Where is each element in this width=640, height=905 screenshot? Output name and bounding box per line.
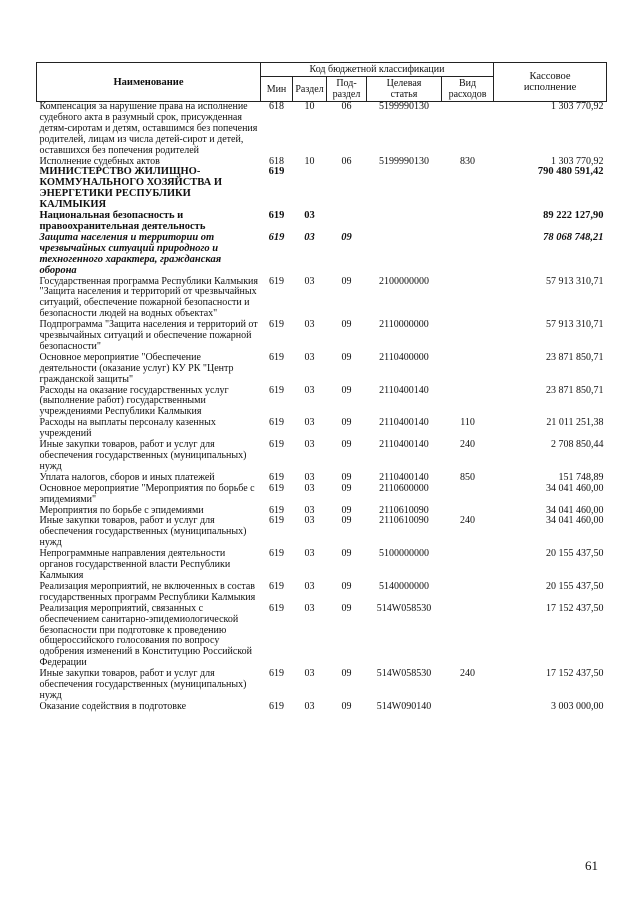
row-celevaya: 2110400140 — [379, 417, 429, 429]
row-min: 619 — [269, 319, 284, 331]
header-min: Мин — [261, 77, 293, 102]
row-podrazdel: 06 — [341, 101, 352, 112]
row-vid — [442, 277, 494, 321]
row-name: Компенсация за нарушение права на исполнение судебного акта в разумный срок, присужденная детям-сиротам и детям, оставшимся без попечения родителей, лицам из числа детей-сирот и детей, оставшихся без попечения родителей — [39, 101, 258, 156]
budget-table — [36, 62, 607, 713]
row-name: Основное мероприятие "Обеспечение деятельности (оказание услуг) КУ РК "Центр гражданской защиты" — [39, 351, 234, 385]
row-podrazdel: 09 — [341, 548, 352, 560]
row-name: Реализация мероприятий, не включенных в состав государственных программ Республики Калмыкия — [39, 580, 256, 603]
row-name: Иные закупки товаров, работ и услуг для обеспечения государственных (муниципальных) нужд — [39, 668, 247, 701]
row-sum: 1 303 770,92 — [551, 101, 604, 112]
row-min: 619 — [268, 166, 285, 178]
row-sum: 34 041 460,00 — [546, 515, 604, 527]
row-podrazdel: 09 — [341, 319, 352, 331]
header-name: Наименование — [37, 63, 261, 102]
row-razdel: 03 — [304, 210, 315, 222]
row-name: Иные закупки товаров, работ и услуг для обеспечения государственных (муниципальных) нужд — [39, 515, 247, 549]
row-razdel: 03 — [304, 471, 315, 483]
row-sum: 34 041 460,00 — [546, 504, 604, 516]
row-vid: 850 — [460, 471, 476, 483]
row-vid — [442, 320, 494, 353]
row-name: Основное мероприятие "Мероприятия по борьбе с эпидемиями" — [39, 482, 255, 505]
row-min: 619 — [269, 275, 284, 287]
table-row — [37, 516, 607, 549]
row-razdel: 03 — [304, 515, 315, 527]
row-celevaya: 2110610090 — [379, 504, 429, 516]
row-min: 619 — [269, 417, 284, 429]
row-sum: 57 913 310,71 — [546, 275, 604, 287]
row-sum: 17 152 437,50 — [546, 602, 604, 614]
table-row — [37, 549, 607, 582]
row-sum: 21 011 251,38 — [546, 417, 604, 429]
row-name: Иные закупки товаров, работ и услуг для обеспечения государственных (муниципальных) нужд — [39, 439, 247, 472]
row-celevaya: 2110400140 — [379, 384, 429, 396]
row-celevaya: 2110600000 — [379, 482, 429, 494]
row-min: 618 — [269, 155, 284, 167]
row-min: 618 — [269, 101, 284, 112]
row-razdel: 03 — [304, 602, 315, 614]
row-celevaya: 5199990130 — [379, 155, 429, 167]
row-podrazdel: 06 — [341, 155, 352, 167]
row-name: Мероприятия по борьбе с эпидемиями — [39, 504, 204, 516]
row-vid — [442, 484, 494, 506]
header-vid — [442, 77, 494, 102]
row-razdel: 03 — [304, 275, 315, 287]
row-sum: 2 708 850,44 — [551, 439, 604, 451]
row-razdel: 03 — [304, 482, 315, 494]
row-name: Непрограммные направления деятельности органов государственной власти Республики Калмыкия — [39, 548, 231, 581]
row-name: МИНИСТЕРСТВО ЖИЛИЩНО-КОММУНАЛЬНОГО ХОЗЯЙСТВА И ЭНЕРГЕТИКИ РЕСПУБЛИКИ КАЛМЫКИЯ — [39, 166, 223, 211]
row-min: 619 — [268, 210, 285, 222]
table-row — [37, 418, 607, 440]
row-sum: 20 155 437,50 — [546, 548, 604, 560]
table-row — [37, 669, 607, 702]
table-row — [37, 604, 607, 669]
header-classification-group: Код бюджетной классификации — [261, 63, 494, 77]
row-name: Государственная программа Республики Калмыкия "Защита населения и территорий от чрезвычайных ситуаций, обеспечение пожарной безопасности и безопасности людей на водных объектах" — [39, 275, 259, 320]
row-podrazdel: 09 — [341, 231, 352, 243]
row-podrazdel: 09 — [341, 482, 352, 494]
table-header — [37, 63, 607, 102]
row-podrazdel: 09 — [341, 668, 352, 680]
row-celevaya: 2100000000 — [379, 275, 429, 287]
row-razdel — [293, 167, 327, 211]
row-vid — [442, 386, 494, 419]
table-row — [37, 484, 607, 506]
row-podrazdel — [327, 167, 367, 211]
row-vid — [442, 353, 494, 386]
header-podrazdel — [327, 77, 367, 102]
header-vid-label: Вид расходов — [448, 78, 487, 100]
row-sum: 34 041 460,00 — [546, 482, 604, 494]
row-vid — [442, 604, 494, 669]
row-razdel: 10 — [304, 155, 315, 167]
table-row — [37, 702, 607, 713]
header-sum-label: Кассовое исполнение — [523, 71, 577, 93]
row-celevaya: 5100000000 — [379, 548, 429, 560]
row-razdel: 03 — [304, 439, 315, 451]
row-vid — [442, 702, 494, 713]
row-sum: 3 003 000,00 — [551, 700, 604, 712]
row-razdel: 03 — [304, 700, 315, 712]
row-vid: 240 — [460, 439, 476, 451]
row-podrazdel: 09 — [341, 417, 352, 429]
row-razdel: 03 — [304, 548, 315, 560]
row-sum: 89 222 127,90 — [543, 210, 604, 222]
row-sum: 20 155 437,50 — [546, 580, 604, 592]
row-min: 619 — [269, 439, 284, 451]
row-podrazdel: 09 — [341, 602, 352, 614]
row-vid: 240 — [460, 515, 476, 527]
row-celevaya: 2110400140 — [379, 439, 429, 451]
row-vid — [442, 549, 494, 582]
row-sum: 57 913 310,71 — [546, 319, 604, 331]
row-min: 619 — [269, 351, 284, 363]
row-razdel: 03 — [304, 417, 315, 429]
row-vid — [442, 102, 494, 157]
row-min: 619 — [269, 504, 284, 516]
table-row — [37, 233, 607, 277]
row-celevaya: 5199990130 — [379, 101, 429, 112]
row-podrazdel: 09 — [341, 275, 352, 287]
table-row — [37, 277, 607, 321]
row-sum: 790 480 591,42 — [537, 166, 604, 178]
row-razdel: 03 — [304, 319, 315, 331]
row-name: Расходы на оказание государственных услуг (выполнение работ) государственными учреждениями Республики Калмыкия — [39, 384, 229, 418]
table-row — [37, 440, 607, 473]
header-celevaya — [367, 77, 442, 102]
row-celevaya — [367, 167, 442, 211]
row-name: Расходы на выплаты персоналу казенных учреждений — [39, 417, 216, 440]
row-vid — [442, 167, 494, 211]
row-min: 619 — [269, 482, 284, 494]
row-name: Защита населения и территории от чрезвычайных ситуаций природного и техногенного характера, гражданская оборона — [39, 231, 222, 276]
row-celevaya: 2110000000 — [379, 319, 429, 331]
row-podrazdel: 09 — [341, 384, 352, 396]
row-min: 619 — [268, 231, 285, 243]
row-name: Реализация мероприятий, связанных с обеспечением санитарно-эпидемиологической безопасности при подготовке к проведению общероссийского голосования по вопросу одобрения изменений в Конституцию Российской Федерации — [39, 602, 252, 669]
row-min: 619 — [269, 384, 284, 396]
row-podrazdel: 09 — [341, 471, 352, 483]
row-razdel: 03 — [304, 580, 315, 592]
row-min: 619 — [269, 471, 284, 483]
row-razdel: 03 — [304, 231, 315, 243]
row-vid — [442, 582, 494, 604]
row-vid — [442, 211, 494, 233]
row-sum: 78 068 748,21 — [543, 231, 604, 243]
row-name: Оказание содействия в подготовке — [39, 700, 187, 712]
header-celevaya-label: Целевая статья — [386, 78, 422, 100]
row-celevaya: 2110400140 — [379, 471, 429, 483]
row-sum: 1 303 770,92 — [551, 155, 604, 167]
row-min: 619 — [269, 548, 284, 560]
row-min: 619 — [269, 668, 284, 680]
row-celevaya: 2110400000 — [379, 351, 429, 363]
table-body — [37, 102, 607, 713]
row-name: Уплата налогов, сборов и иных платежей — [39, 471, 215, 483]
row-celevaya: 5140000000 — [379, 580, 429, 592]
row-min: 619 — [269, 602, 284, 614]
row-razdel: 03 — [304, 504, 315, 516]
row-sum: 23 871 850,71 — [546, 384, 604, 396]
row-name: Исполнение судебных актов — [39, 155, 160, 167]
table-row — [37, 102, 607, 157]
table-row — [37, 211, 607, 233]
table-row — [37, 582, 607, 604]
table-row — [37, 167, 607, 211]
row-sum: 17 152 437,50 — [546, 668, 604, 680]
table-row — [37, 320, 607, 353]
page-number: 61 — [585, 858, 598, 873]
row-razdel: 03 — [304, 351, 315, 363]
header-razdel: Раздел — [293, 77, 327, 102]
row-sum: 151 748,89 — [558, 471, 604, 483]
row-min: 619 — [269, 515, 284, 527]
row-podrazdel: 09 — [341, 439, 352, 451]
row-podrazdel: 09 — [341, 504, 352, 516]
row-podrazdel: 09 — [341, 351, 352, 363]
row-name: Национальная безопасность и правоохранительная деятельность — [39, 210, 206, 232]
row-vid — [442, 233, 494, 277]
row-min: 619 — [269, 700, 284, 712]
table-row — [37, 386, 607, 419]
row-celevaya — [367, 211, 442, 233]
row-celevaya: 514W058530 — [376, 668, 432, 680]
row-vid: 240 — [460, 668, 476, 680]
row-podrazdel — [327, 211, 367, 233]
row-name: Подпрограмма "Защита населения и территорий от чрезвычайных ситуаций и обеспечение пожарной безопасности" — [39, 319, 258, 352]
row-celevaya: 2110610090 — [379, 515, 429, 527]
header-podrazdel-label: Под- раздел — [332, 78, 361, 100]
row-podrazdel: 09 — [341, 515, 352, 527]
row-podrazdel: 09 — [341, 700, 352, 712]
row-razdel: 10 — [304, 101, 315, 112]
row-podrazdel: 09 — [341, 580, 352, 592]
row-razdel: 03 — [304, 384, 315, 396]
row-vid: 110 — [460, 417, 475, 429]
row-sum: 23 871 850,71 — [546, 351, 604, 363]
header-sum — [494, 63, 607, 102]
row-vid: 830 — [460, 155, 476, 167]
row-celevaya: 514W058530 — [376, 602, 432, 614]
row-celevaya: 514W090140 — [376, 700, 432, 712]
budget-table-page — [36, 62, 606, 713]
row-celevaya — [367, 233, 442, 277]
table-row — [37, 353, 607, 386]
row-razdel: 03 — [304, 668, 315, 680]
row-min: 619 — [269, 580, 284, 592]
